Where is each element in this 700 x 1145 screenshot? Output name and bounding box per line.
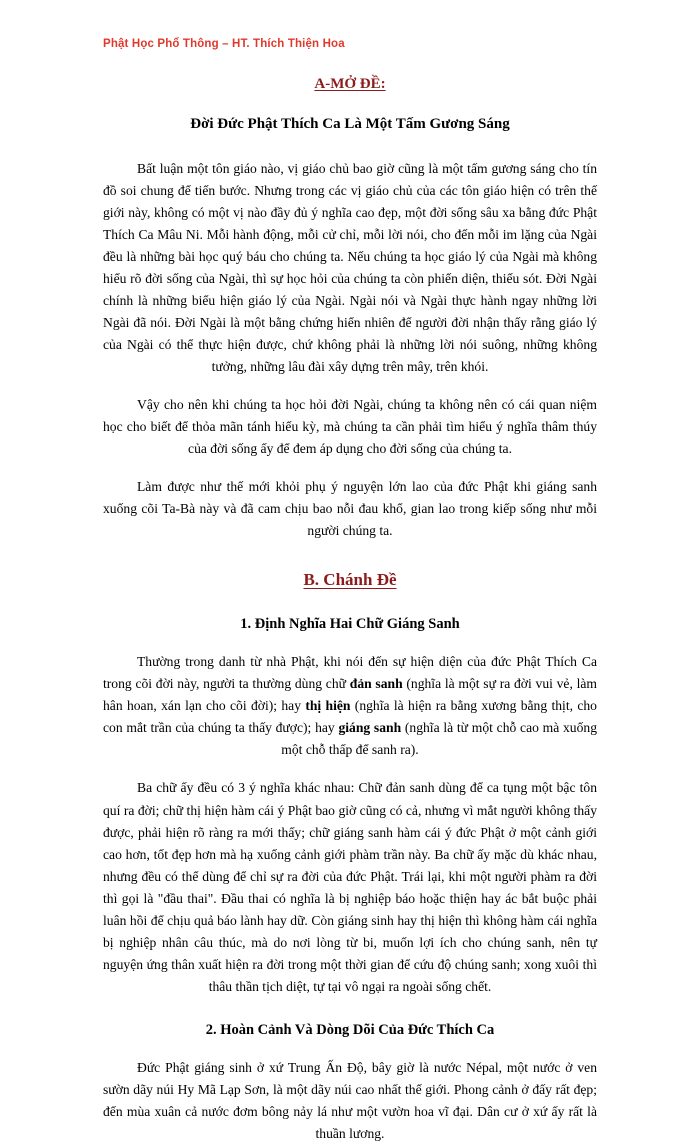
- section-heading-a-text: A-MỞ ĐỀ:: [314, 76, 386, 92]
- term-thi-hien: thị hiện: [305, 698, 351, 714]
- definitions-text-a: Thường trong danh từ nhà Phật, khi nói đến sự hiện diện của đức Phật Thích Ca trong cõi đời này, người ta thường dùng chữ: [103, 654, 597, 692]
- definitions-text-d: (nghĩa là hiện ra bằng xương bằng thịt, cho con mắt trần của chúng ta thấy được); hay: [103, 698, 597, 736]
- subsection-heading-2: 2. Hoàn Cảnh Và Dòng Dõi Của Đức Thích Ca: [205, 1021, 495, 1038]
- definitions-text-c: (nghĩa là một sự ra đời vui vẻ, làm hân hoan, xán lạn cho cõi đời); hay: [103, 676, 597, 714]
- section-heading-a: [103, 74, 597, 96]
- definitions-text-e: (nghĩa là từ một chỗ cao mà xuống một chỗ thấp để sanh ra).: [281, 720, 597, 758]
- document-subtitle: Đời Đức Phật Thích Ca Là Một Tấm Gương Sáng: [190, 115, 510, 132]
- paragraph-birthplace: Đức Phật giáng sinh ở xứ Trung Ấn Độ, bây giờ là nước Népal, một nước ở ven sườn dãy núi Hy Mã Lạp Sơn, là một dãy núi cao nhất thế giới. Phong cảnh ở đấy rất đẹp; đến mùa xuân cả nước đơm bông nảy lá như một vườn hoa vĩ đại. Dân cư ở xứ ấy rất là thuần lương.: [103, 1059, 597, 1141]
- term-dan-sanh: đản sanh: [349, 676, 403, 692]
- term-giang-sanh: giáng sanh: [338, 720, 402, 736]
- section-heading-b-text: B. Chánh Đề: [303, 569, 397, 589]
- running-header: Phật Học Phổ Thông – HT. Thích Thiện Hoa: [103, 38, 345, 50]
- subsection-heading-1: 1. Định Nghĩa Hai Chữ Giáng Sanh: [240, 616, 460, 633]
- paragraph-intro-3: Làm được như thế mới khỏi phụ ý nguyện lớn lao của đức Phật khi giáng sanh xuống cõi Ta-Bà này và đã cam chịu bao nỗi đau khổ, gian lao trong kiếp sống như mỗi người chúng ta.: [103, 478, 597, 538]
- paragraph-definitions: [103, 651, 597, 761]
- document-content: [103, 74, 597, 1145]
- paragraph-intro-2: Vậy cho nên khi chúng ta học hỏi đời Ngài, chúng ta không nên có cái quan niệm học cho biết để thỏa mãn tánh hiếu kỳ, mà chúng ta cần phải tìm hiểu ý nghĩa thâm thúy của đời sống ấy để đem áp dụng cho đời sống của chúng ta.: [103, 396, 597, 456]
- paragraph-three-meanings: Ba chữ ấy đều có 3 ý nghĩa khác nhau: Chữ đản sanh dùng để ca tụng một bậc tôn quí ra đời; chữ thị hiện hàm cái ý Phật bao giờ cũng có cả, nhưng vì mắt người không thấy được, phải hiện rõ ràng ra mới thấy; chữ giáng sanh hàm cái ý đức Phật ở một cảnh giới cao hơn, tốt đẹp hơn mà hạ xuống cảnh giới phàm trần này. Ba chữ ấy mặc dù khác nhau, nhưng đều có thể dùng để chỉ sự ra đời của đức Phật. Trái lại, khi một người phàm ra đời thì gọi là "đầu thai". Đầu thai có nghĩa là bị nghiệp báo hoặc thiện hay ác bắt buộc phải luân hồi để chịu quả báo lành hay dữ. Còn giáng sinh hay thị hiện thì không hàm cái nghĩa bị nghiệp nhân câu thúc, mà do nơi lòng từ bi, muốn lợi ích cho chúng sanh, nên tự nguyện ứng thân xuất hiện ra đời trong một thời gian để cứu độ chúng sanh; xong xuôi thì thâu thần tịch diệt, tự tại vô ngại ra ngoài sống chết.: [103, 780, 597, 994]
- paragraph-intro-1: Bất luận một tôn giáo nào, vị giáo chủ bao giờ cũng là một tấm gương sáng cho tín đồ soi chung để tiến bước. Nhưng trong các vị giáo chủ của các tôn giáo hiện có trên thế giới này, không có một vị nào đầy đủ ý nghĩa cao đẹp, một đời sống sâu xa bằng đức Phật Thích Ca Mâu Ni. Mỗi hành động, mỗi cử chỉ, mỗi lời nói, cho đến mỗi im lặng của Ngài đều là những bài học quý báu cho chúng ta. Nếu chúng ta học giáo lý của Ngài mà không hiểu rõ đời sống của Ngài, thì sự học hỏi của chúng ta còn phiến diện, thiếu sót. Đời Ngài chính là những biểu hiện giáo lý của Ngài. Ngài nói và Ngài thực hành ngay những lời Ngài đã nói. Đời Ngài là một bằng chứng hiển nhiên để người đời nhận thấy rằng giáo lý của Ngài có thể thực hiện được, chứ không phải là những lời nói suông, những không tưởng, những lâu đài xây dựng trên mây, trên khói.: [103, 160, 597, 374]
- section-heading-b: [103, 568, 597, 593]
